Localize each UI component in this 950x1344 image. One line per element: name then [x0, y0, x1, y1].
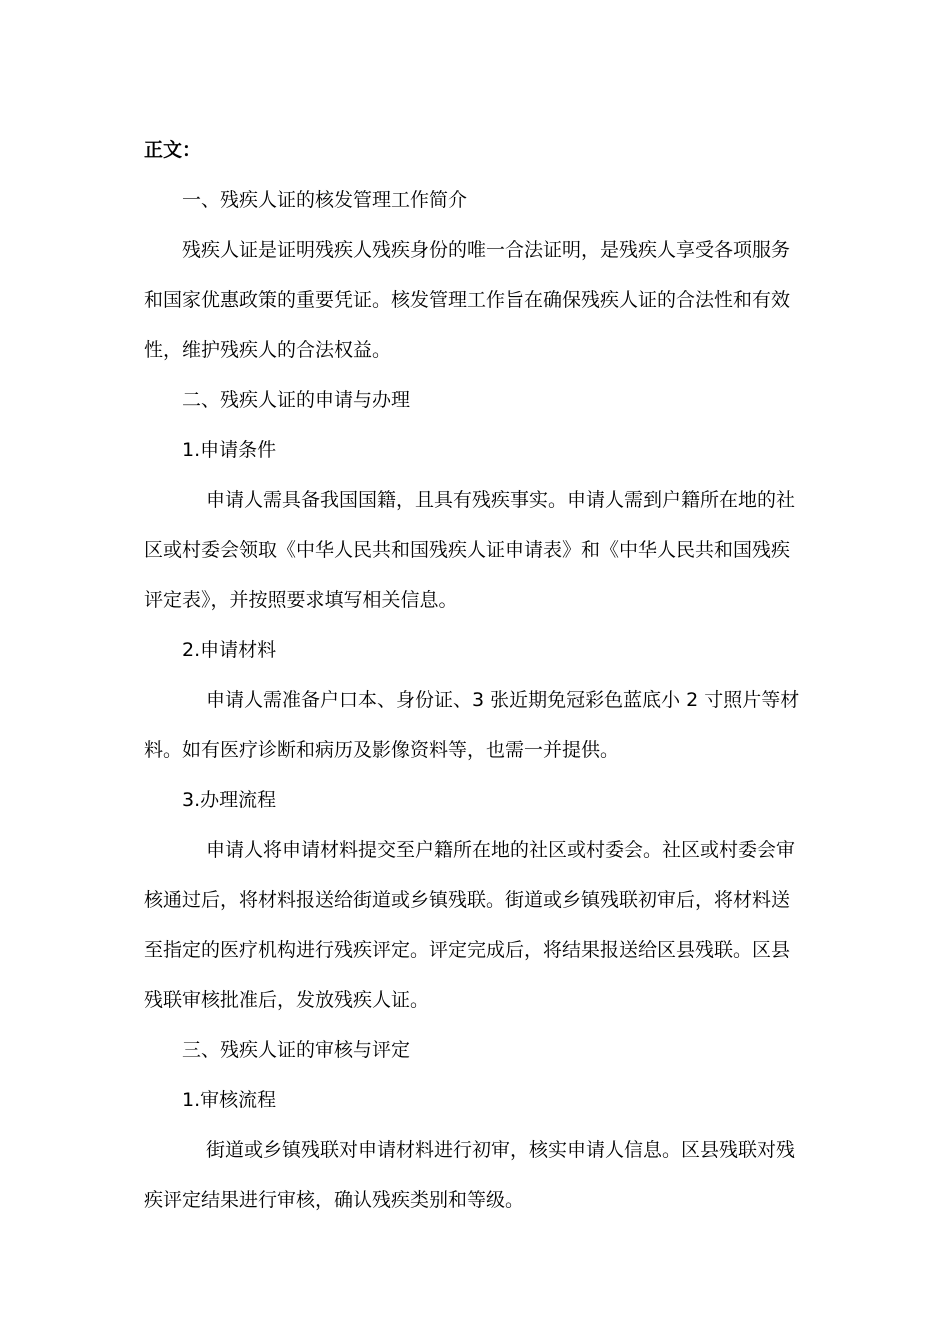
subsection-title: 1.申请条件	[182, 439, 277, 461]
paragraph-line: 至指定的医疗机构进行残疾评定。评定完成后，将结果报送给区县残联。区县	[144, 939, 791, 961]
subsection-title: 2.申请材料	[182, 639, 277, 661]
paragraph-line: 申请人需准备户口本、身份证、3 张近期免冠彩色蓝底小 2 寸照片等材	[206, 689, 800, 711]
paragraph-line: 申请人需具备我国国籍，且具有残疾事实。申请人需到户籍所在地的社	[206, 489, 796, 511]
paragraph-line: 和国家优惠政策的重要凭证。核发管理工作旨在确保残疾人证的合法性和有效	[144, 289, 791, 311]
paragraph-line: 残疾人证是证明残疾人残疾身份的唯一合法证明，是残疾人享受各项服务	[182, 239, 791, 261]
section-2-title: 二、残疾人证的申请与办理	[182, 389, 411, 411]
subsection-title: 3.办理流程	[182, 789, 277, 811]
section-1-title: 一、残疾人证的核发管理工作简介	[182, 189, 468, 211]
paragraph-line: 评定表》，并按照要求填写相关信息。	[144, 589, 458, 611]
heading: 正文：	[144, 139, 202, 161]
paragraph-line: 区或村委会领取《中华人民共和国残疾人证申请表》和《中华人民共和国残疾	[144, 539, 791, 561]
paragraph-line: 申请人将申请材料提交至户籍所在地的社区或村委会。社区或村委会审	[206, 839, 796, 861]
paragraph-line: 料。如有医疗诊断和病历及影像资料等，也需一并提供。	[144, 739, 620, 761]
paragraph-line: 街道或乡镇残联对申请材料进行初审，核实申请人信息。区县残联对残	[206, 1139, 796, 1161]
paragraph-line: 核通过后，将材料报送给街道或乡镇残联。街道或乡镇残联初审后，将材料送	[144, 889, 791, 911]
subsection-title: 1.审核流程	[182, 1089, 277, 1111]
section-3-title: 三、残疾人证的审核与评定	[182, 1039, 411, 1061]
paragraph-line: 残联审核批准后，发放残疾人证。	[144, 989, 430, 1011]
paragraph-line: 性，维护残疾人的合法权益。	[144, 339, 392, 361]
paragraph-line: 疾评定结果进行审核，确认残疾类别和等级。	[144, 1189, 525, 1211]
